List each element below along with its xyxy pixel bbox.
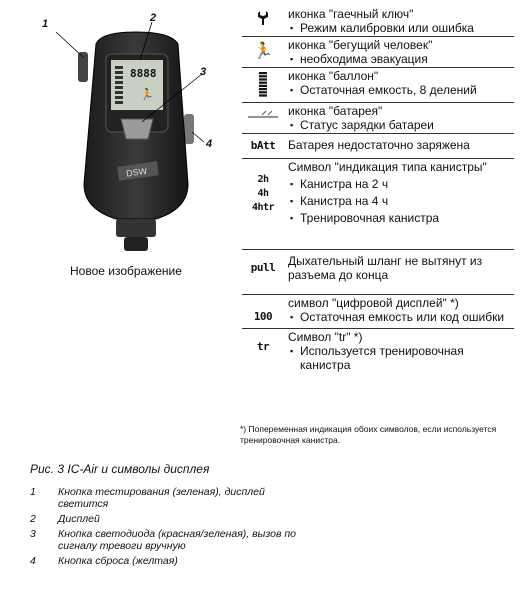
symbol-title: иконка "баллон" xyxy=(288,69,379,83)
symbol-row xyxy=(242,6,514,37)
symbol-row xyxy=(242,134,514,159)
side-button-left xyxy=(78,52,88,82)
lcd-symbol: 2h xyxy=(257,174,269,185)
legend-number: 4 xyxy=(30,555,36,567)
lcd-symbol: 4h xyxy=(257,188,269,199)
image-caption: Новое изображение xyxy=(70,264,182,278)
symbol-row xyxy=(242,103,514,134)
running-man-icon: 🏃 xyxy=(242,37,284,68)
figure-title: Рис. 3 IC-Air и символы дисплея xyxy=(30,462,210,476)
footnote: *) Попеременная индикация обоих символов, если используется тренировочная канистра. xyxy=(240,424,497,445)
legend-item xyxy=(30,486,318,510)
callout-1: 1 xyxy=(42,18,49,30)
legend-text: Дисплей xyxy=(58,513,100,525)
lcd-symbol: bAtt xyxy=(250,139,276,152)
legend xyxy=(30,486,318,570)
lcd-symbol: pull xyxy=(250,261,276,274)
symbol-title: Символ "индикация типа канистры" xyxy=(288,160,487,174)
legend-number: 2 xyxy=(30,513,36,525)
symbol-title: Дыхательный шланг не вытянут из разъема до конца xyxy=(288,254,483,282)
symbol-bullet: ▪ Используется тренировочная канистра xyxy=(288,344,512,372)
symbol-bullet: ▪ Канистра на 4 ч xyxy=(288,194,512,208)
symbol-title: Символ "tr" *) xyxy=(288,330,363,344)
symbol-row xyxy=(242,159,514,250)
symbol-bullet: ▪ Статус зарядки батареи xyxy=(288,118,512,132)
symbol-title: Батарея недостаточно заряжена xyxy=(288,138,470,152)
brand-label: DSW xyxy=(125,165,148,179)
symbol-row xyxy=(242,68,514,103)
symbol-bullet: ▪ необходима эвакуация xyxy=(288,52,512,66)
symbol-title: иконка "гаечный ключ" xyxy=(288,7,414,21)
symbol-row xyxy=(242,250,514,295)
legend-text: Кнопка светодиода (красная/зеленая), вызов по сигналу тревоги вручную xyxy=(58,528,296,552)
legend-number: 1 xyxy=(30,486,36,498)
symbol-title: иконка "бегущий человек" xyxy=(288,38,433,52)
legend-text: Кнопка сброса (желтая) xyxy=(58,555,178,567)
symbol-row xyxy=(242,37,514,68)
legend-item xyxy=(30,555,318,567)
symbol-bullet: ▪ Остаточная емкость или код ошибки xyxy=(288,310,512,324)
legend-text: Кнопка тестирования (зеленая), дисплей светится xyxy=(58,486,265,510)
symbols-table xyxy=(242,6,514,373)
symbol-bullet: ▪ Режим калибровки или ошибка xyxy=(288,21,512,35)
lcd-symbol: 4htr xyxy=(251,202,275,213)
symbol-bullet: ▪ Остаточная емкость, 8 делений xyxy=(288,83,512,97)
symbol-row xyxy=(242,295,514,329)
test-button xyxy=(121,119,153,139)
callout-4: 4 xyxy=(206,138,213,150)
callout-2: 2 xyxy=(150,12,157,24)
wrench-icon xyxy=(242,6,284,37)
reset-button xyxy=(184,114,194,144)
battery-icon xyxy=(242,103,284,134)
symbol-row xyxy=(242,329,514,374)
symbol-bullet: ▪ Канистра на 2 ч xyxy=(288,177,512,191)
symbol-bullet: ▪ Тренировочная канистра xyxy=(288,211,512,225)
cylinder-icon xyxy=(242,68,284,103)
legend-number: 3 xyxy=(30,528,36,540)
lcd-digits: 8888 xyxy=(130,67,157,80)
legend-item xyxy=(30,528,318,552)
lcd-symbol: tr xyxy=(256,340,270,353)
symbol-title: символ "цифровой дисплей" *) xyxy=(288,296,459,310)
legend-item xyxy=(30,513,318,525)
lcd-symbol: 100 xyxy=(253,310,273,323)
callout-3: 3 xyxy=(200,66,207,78)
symbol-title: иконка "батарея" xyxy=(288,104,383,118)
svg-text:🏃: 🏃 xyxy=(140,89,154,101)
